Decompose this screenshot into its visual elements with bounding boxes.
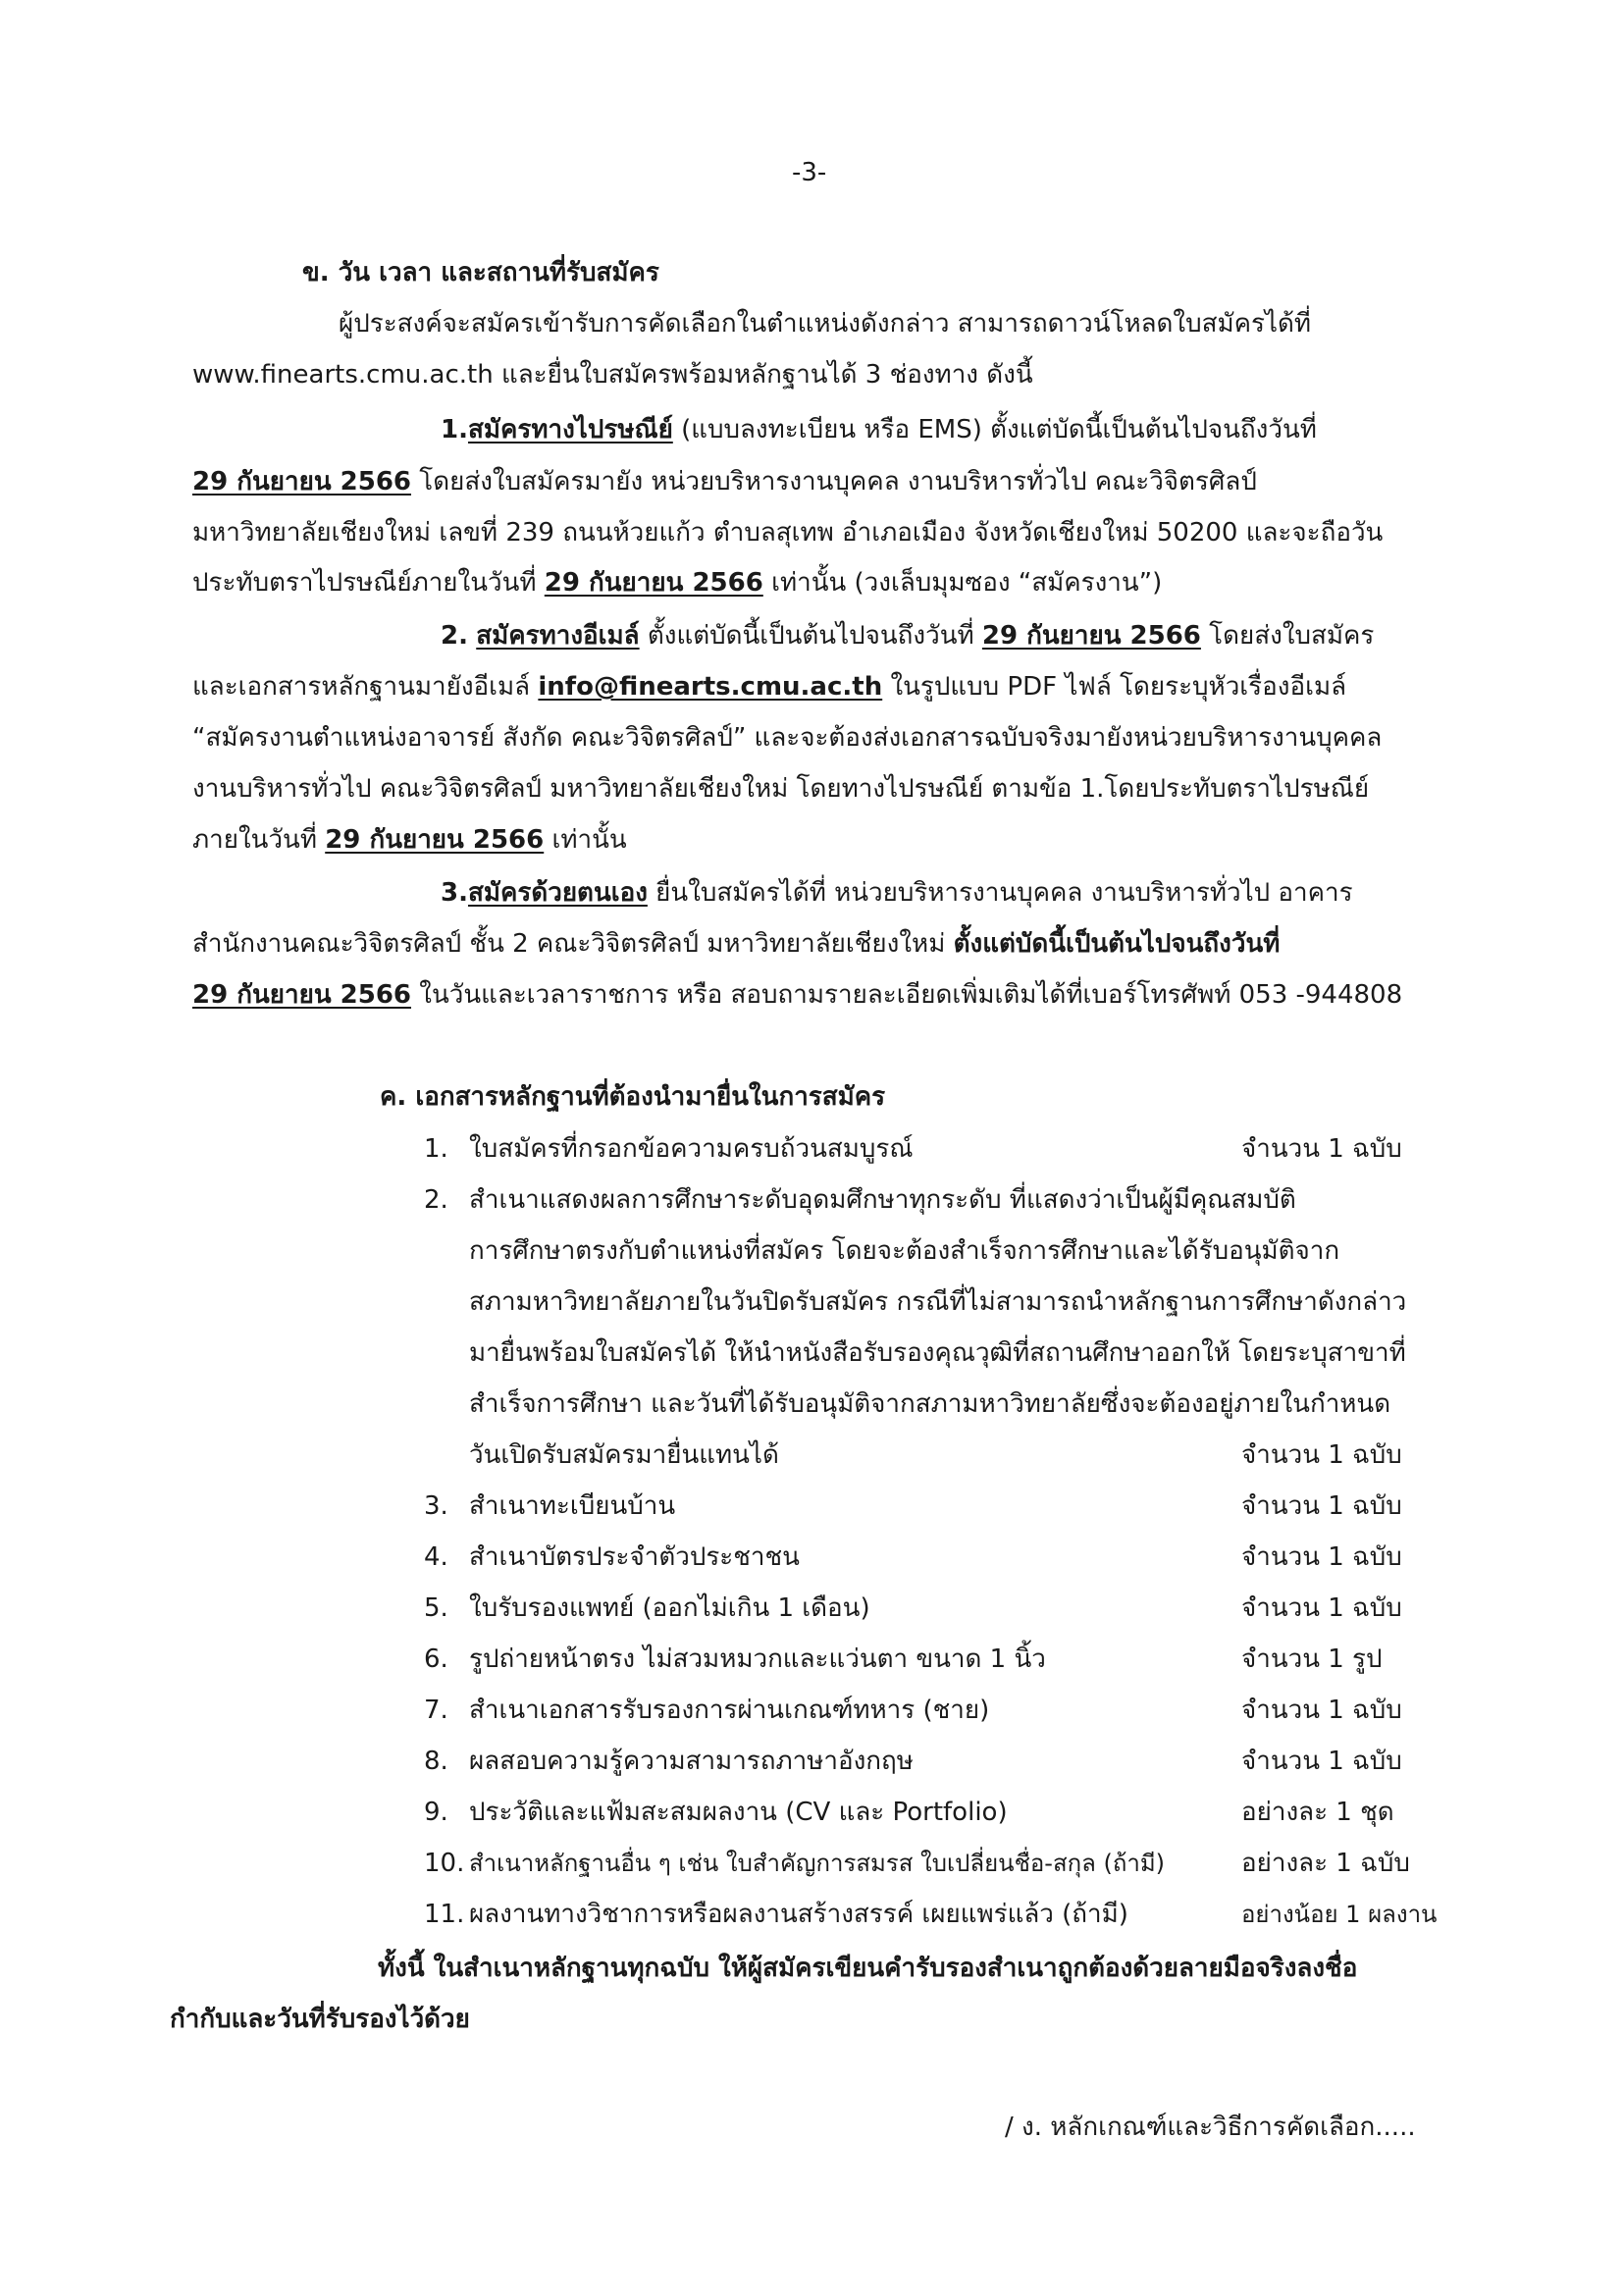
item-8-text: ผลสอบความรู้ความสามารถภาษาอังกฤษ — [469, 1747, 914, 1776]
walkin-channel-number: 3. — [441, 878, 468, 908]
email-channel-date: 29 กันยายน 2566 — [981, 621, 1201, 651]
post-channel-line4-pre: ประทับตราไปรษณีย์ภายในวันที่ — [192, 568, 545, 598]
item-8-number: 8. — [424, 1747, 448, 1776]
email-channel-number: 2. — [441, 621, 468, 651]
email-channel-line1 — [441, 618, 1374, 653]
item-2-number: 2. — [424, 1185, 448, 1215]
item-4-number: 4. — [424, 1542, 448, 1572]
item-9-text: ประวัติและแฟ้มสะสมผลงาน (CV และ Portfolio) — [469, 1798, 1008, 1827]
walkin-channel-line3-post: ในวันและเวลาราชการ หรือ สอบถามรายละเอียดเพิ่มเติมได้ที่เบอร์โทรศัพท์ 053 -944808 — [411, 980, 1403, 1010]
section-b-intro-line2: www.finearts.cmu.ac.th และยื่นใบสมัครพร้อมหลักฐานได้ 3 ช่องทาง ดังนี้ — [192, 360, 1033, 390]
item-2-line6: วันเปิดรับสมัครมายื่นแทนได้ — [469, 1440, 779, 1470]
certification-note-line1: ทั้งนี้ ในสำเนาหลักฐานทุกฉบับ ให้ผู้สมัครเขียนคำรับรองสำเนาถูกต้องด้วยลายมือจริงลงชื่อ — [378, 1954, 1358, 1983]
item-1-text: ใบสมัครที่กรอกข้อความครบถ้วนสมบูรณ์ — [469, 1134, 914, 1164]
post-channel-title: สมัครทางไปรษณีย์ — [467, 415, 673, 444]
email-channel-title: สมัครทางอีเมล์ — [476, 621, 640, 651]
certification-note-line2: กำกับและวันที่รับรองไว้ด้วย — [170, 2005, 470, 2034]
page-number: -3- — [792, 158, 827, 187]
post-channel-line1 — [441, 412, 1317, 447]
post-channel-line4 — [192, 565, 1162, 600]
item-6-text: รูปถ่ายหน้าตรง ไม่สวมหมวกและแว่นตา ขนาด 1 นิ้ว — [469, 1644, 1046, 1674]
item-1-quantity: จำนวน 1 ฉบับ — [1241, 1134, 1402, 1164]
email-channel-line2 — [192, 669, 1346, 704]
post-channel-date-2: 29 กันยายน 2566 — [544, 568, 763, 598]
item-3-text: สำเนาทะเบียนบ้าน — [469, 1491, 676, 1521]
item-6-quantity: จำนวน 1 รูป — [1241, 1644, 1383, 1674]
email-channel-date-2: 29 กันยายน 2566 — [325, 825, 545, 855]
item-5-number: 5. — [424, 1593, 448, 1623]
item-2-quantity: จำนวน 1 ฉบับ — [1241, 1440, 1402, 1470]
item-7-quantity: จำนวน 1 ฉบับ — [1241, 1696, 1402, 1725]
email-channel-line5-pre: ภายในวันที่ — [192, 825, 326, 855]
walkin-channel-date: 29 กันยายน 2566 — [192, 980, 412, 1010]
post-channel-date: 29 กันยายน 2566 — [192, 467, 412, 496]
post-channel-line1-rest: (แบบลงทะเบียน หรือ EMS) ตั้งแต่บัดนี้เป็นต้นไปจนถึงวันที่ — [672, 415, 1317, 444]
item-4-quantity: จำนวน 1 ฉบับ — [1241, 1542, 1402, 1572]
item-5-quantity: จำนวน 1 ฉบับ — [1241, 1593, 1402, 1623]
item-1-number: 1. — [424, 1134, 448, 1164]
email-channel-line2-pre: และเอกสารหลักฐานมายังอีเมล์ — [192, 672, 539, 702]
item-2-line3: สภามหาวิทยาลัยภายในวันปิดรับสมัคร กรณีที่ไม่สามารถนำหลักฐานการศึกษาดังกล่าว — [469, 1287, 1407, 1317]
walkin-channel-line1-rest: ยื่นใบสมัครได้ที่ หน่วยบริหารงานบุคคล งานบริหารทั่วไป อาคาร — [647, 878, 1353, 908]
item-11-quantity: อย่างน้อย 1 ผลงาน — [1241, 1901, 1438, 1928]
item-2-line4: มายื่นพร้อมใบสมัครได้ ให้นำหนังสือรับรองคุณวุฒิที่สถานศึกษาออกให้ โดยระบุสาขาที่ — [469, 1338, 1406, 1368]
walkin-channel-line3 — [192, 977, 1402, 1013]
email-channel-line3: “สมัครงานตำแหน่งอาจารย์ สังกัด คณะวิจิตรศิลป์” และจะต้องส่งเอกสารฉบับจริงมายังหน่วยบริหารงานบุคคล — [192, 723, 1383, 753]
item-10-number: 10. — [424, 1849, 465, 1878]
email-channel-line5-post: เท่านั้น — [544, 825, 627, 855]
item-8-quantity: จำนวน 1 ฉบับ — [1241, 1747, 1402, 1776]
post-channel-line3: มหาวิทยาลัยเชียงใหม่ เลขที่ 239 ถนนห้วยแก้ว ตำบลสุเทพ อำเภอเมือง จังหวัดเชียงใหม่ 50200 และจะถือวัน — [192, 518, 1384, 548]
item-5-text: ใบรับรองแพทย์ (ออกไม่เกิน 1 เดือน) — [469, 1593, 870, 1623]
walkin-channel-title: สมัครด้วยตนเอง — [467, 878, 648, 908]
section-b-heading: ข. วัน เวลา และสถานที่รับสมัคร — [302, 258, 659, 287]
item-2-line1: สำเนาแสดงผลการศึกษาระดับอุดมศึกษาทุกระดับ ที่แสดงว่าเป็นผู้มีคุณสมบัติ — [469, 1185, 1296, 1215]
item-2-line2: การศึกษาตรงกับตำแหน่งที่สมัคร โดยจะต้องสำเร็จการศึกษาและได้รับอนุมัติจาก — [469, 1236, 1340, 1266]
item-7-number: 7. — [424, 1696, 448, 1725]
walkin-channel-line2-bold: ตั้งแต่บัดนี้เป็นต้นไปจนถึงวันที่ — [953, 929, 1281, 959]
email-channel-line1-mid: ตั้งแต่บัดนี้เป็นต้นไปจนถึงวันที่ — [639, 621, 982, 651]
item-7-text: สำเนาเอกสารรับรองการผ่านเกณฑ์ทหาร (ชาย) — [469, 1696, 990, 1725]
section-b-intro-line1: ผู้ประสงค์จะสมัครเข้ารับการคัดเลือกในตำแหน่งดังกล่าว สามารถดาวน์โหลดใบสมัครได้ที่ — [339, 309, 1312, 339]
item-9-quantity: อย่างละ 1 ชุด — [1241, 1798, 1394, 1827]
email-channel-line5 — [192, 822, 627, 858]
email-channel-line1-post: โดยส่งใบสมัคร — [1200, 621, 1375, 651]
item-9-number: 9. — [424, 1798, 448, 1827]
post-channel-line4-post: เท่านั้น (วงเล็บมุมซอง “สมัครงาน”) — [762, 568, 1163, 598]
item-4-text: สำเนาบัตรประจำตัวประชาชน — [469, 1542, 800, 1572]
item-11-text: ผลงานทางวิชาการหรือผลงานสร้างสรรค์ เผยแพร่แล้ว (ถ้ามี) — [469, 1900, 1128, 1929]
walkin-channel-line1 — [441, 875, 1353, 911]
walkin-channel-line2 — [192, 926, 1280, 962]
email-channel-line2-post: ในรูปแบบ PDF ไฟล์ โดยระบุหัวเรื่องอีเมล์ — [882, 672, 1347, 702]
item-11-number: 11. — [424, 1900, 465, 1929]
email-channel-line4: งานบริหารทั่วไป คณะวิจิตรศิลป์ มหาวิทยาลัยเชียงใหม่ โดยทางไปรษณีย์ ตามข้อ 1.โดยประทับตราไปรษณีย์ — [192, 774, 1370, 804]
email-address-link[interactable]: info@finearts.cmu.ac.th — [538, 672, 883, 702]
post-channel-line2 — [192, 464, 1257, 499]
item-10-text: สำเนาหลักฐานอื่น ๆ เช่น ใบสำคัญการสมรส ใบเปลี่ยนชื่อ-สกุล (ถ้ามี) — [469, 1850, 1166, 1877]
walkin-channel-line2-pre: สำนักงานคณะวิจิตรศิลป์ ชั้น 2 คณะวิจิตรศิลป์ มหาวิทยาลัยเชียงใหม่ — [192, 929, 954, 959]
item-10-quantity: อย่างละ 1 ฉบับ — [1241, 1849, 1410, 1878]
item-3-number: 3. — [424, 1491, 448, 1521]
post-channel-number: 1. — [441, 415, 468, 444]
item-3-quantity: จำนวน 1 ฉบับ — [1241, 1491, 1402, 1521]
item-6-number: 6. — [424, 1644, 448, 1674]
item-2-line5: สำเร็จการศึกษา และวันที่ได้รับอนุมัติจากสภามหาวิทยาลัยซึ่งจะต้องอยู่ภายในกำหนด — [469, 1389, 1391, 1419]
continuation-note: / ง. หลักเกณฑ์และวิธีการคัดเลือก..... — [1005, 2113, 1416, 2142]
section-c-heading: ค. เอกสารหลักฐานที่ต้องนำมายื่นในการสมัคร — [380, 1082, 886, 1112]
post-channel-line2-rest: โดยส่งใบสมัครมายัง หน่วยบริหารงานบุคคล งานบริหารทั่วไป คณะวิจิตรศิลป์ — [411, 467, 1257, 496]
